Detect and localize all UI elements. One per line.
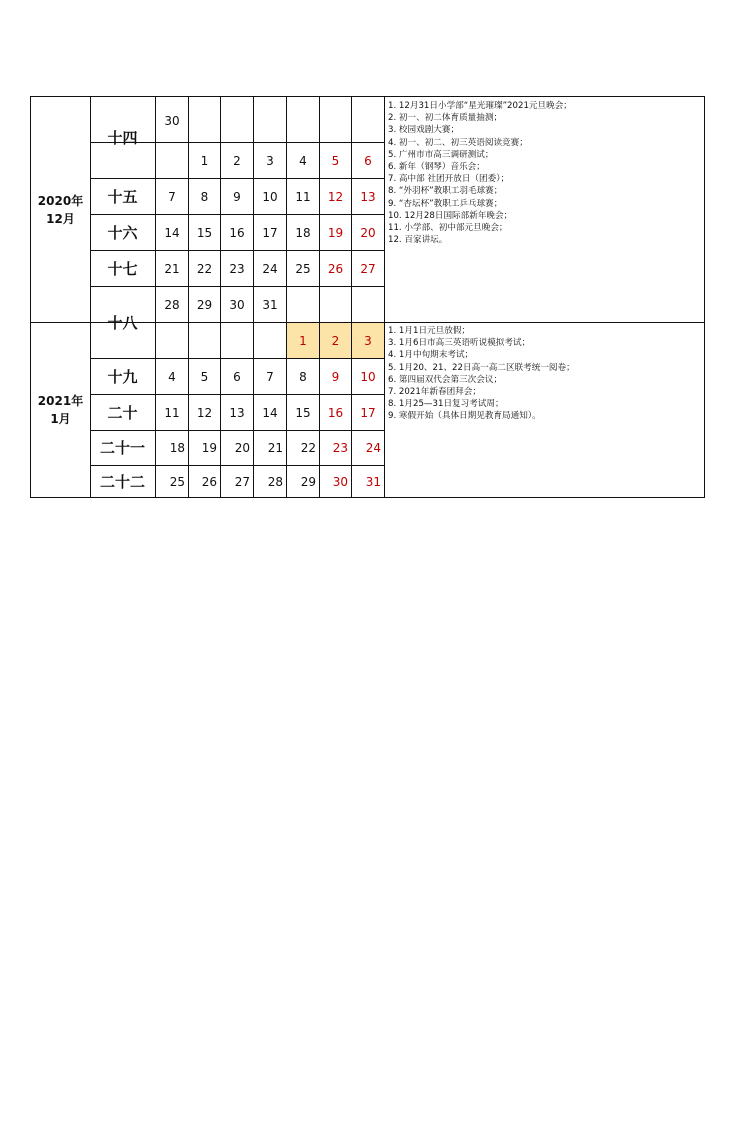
day-cell: 18 xyxy=(295,225,311,240)
day-cell: 6 xyxy=(364,153,372,168)
event-item: 5. 1月20、21、22日高一高二区联考统一阅卷； xyxy=(388,362,575,373)
day-cell: 26 xyxy=(201,475,217,489)
week-number: 二十一 xyxy=(99,439,145,457)
event-item: 3. 校园戏剧大赛； xyxy=(388,125,460,136)
day-cell: 31 xyxy=(262,297,278,312)
day-cell: 3 xyxy=(352,323,384,358)
day-cell: 31 xyxy=(365,475,381,489)
day-cell: 30 xyxy=(229,297,245,312)
day-cell: 13 xyxy=(360,189,376,204)
event-item: 6. 第四届双代会第三次会议； xyxy=(388,374,503,385)
day-cell: 5 xyxy=(200,369,209,384)
day-cell: 19 xyxy=(327,225,344,240)
day-cell: 8 xyxy=(200,189,209,204)
day-cell: 21 xyxy=(267,441,283,455)
event-item: 4. 初一、初二、初三英语阅读竞赛； xyxy=(388,137,528,148)
day-cell: 16 xyxy=(229,225,245,240)
school-calendar-table xyxy=(30,96,705,498)
event-item: 5. 广州市市高三调研测试； xyxy=(388,149,494,160)
day-cell: 24 xyxy=(262,261,278,276)
day-cell: 24 xyxy=(365,441,381,455)
month-label-jan xyxy=(31,322,90,498)
event-item: 9. “杏坛杯”教职工乒乓球赛； xyxy=(388,198,503,209)
event-item: 11. 小学部、初中部元旦晚会； xyxy=(388,223,508,234)
week-number: 十五 xyxy=(107,187,138,206)
week-number: 十七 xyxy=(107,259,138,278)
day-cell: 29 xyxy=(196,297,213,312)
day-cell: 26 xyxy=(327,261,344,276)
day-cell: 11 xyxy=(164,405,180,420)
day-cell: 27 xyxy=(360,261,376,276)
day-cell: 19 xyxy=(201,441,217,455)
day-cell: 25 xyxy=(295,261,311,276)
day-cell: 9 xyxy=(331,369,340,384)
day-cell: 28 xyxy=(267,475,283,489)
event-item: 3. 1月6日市高三英语听说模拟考试； xyxy=(388,338,531,349)
day-cell: 2 xyxy=(233,153,241,168)
event-item: 8. “外羽杯”教职工羽毛球赛； xyxy=(388,186,503,197)
day-cell: 17 xyxy=(262,225,278,240)
day-cell: 9 xyxy=(233,189,241,204)
week-number: 十六 xyxy=(107,223,138,242)
january-events-list xyxy=(385,322,705,498)
day-cell: 21 xyxy=(164,261,180,276)
day-cell: 14 xyxy=(262,405,278,420)
day-cell: 1 xyxy=(200,153,209,168)
event-item: 12. 百家讲坛。 xyxy=(388,235,448,246)
day-cell: 11 xyxy=(295,189,311,204)
day-cell: 28 xyxy=(164,297,180,312)
event-item: 9. 寒假开始（具体日期见教育局通知）。 xyxy=(388,411,541,422)
day-cell: 13 xyxy=(229,405,245,420)
day-cell: 20 xyxy=(360,225,376,240)
week-number: 二十二 xyxy=(99,473,145,491)
day-cell: 17 xyxy=(360,405,376,420)
day-cell: 29 xyxy=(300,475,316,489)
event-item: 10. 12月28日国际部新年晚会； xyxy=(388,210,513,221)
day-cell: 12 xyxy=(327,189,344,204)
day-cell: 10 xyxy=(360,369,376,384)
event-item: 7. 高中部 社团开放日（团委）； xyxy=(388,174,510,185)
december-events-list xyxy=(385,97,705,322)
day-cell: 30 xyxy=(332,475,348,489)
day-cell: 4 xyxy=(299,153,307,168)
day-cell: 5 xyxy=(331,153,340,168)
event-item: 8. 1月25—31日复习考试周； xyxy=(388,399,504,410)
day-cell: 14 xyxy=(164,225,180,240)
year-label: 2021年 xyxy=(37,394,84,408)
day-cell: 25 xyxy=(169,475,185,489)
day-cell: 10 xyxy=(262,189,278,204)
event-item: 1. 12月31日小学部“星光璀璨”2021元旦晚会； xyxy=(388,101,572,111)
day-cell: 15 xyxy=(196,225,213,240)
day-cell: 22 xyxy=(196,261,213,276)
month-label: 1月 xyxy=(50,412,71,426)
event-item: 7. 2021年新春团拜会； xyxy=(388,387,481,398)
day-cell: 12 xyxy=(196,405,213,420)
month-label-dec xyxy=(31,97,90,322)
event-item: 6. 新年（钢琴）音乐会； xyxy=(388,162,485,173)
day-cell: 18 xyxy=(169,441,185,455)
day-cell: 6 xyxy=(233,369,241,384)
event-item: 1. 1月1日元旦放假； xyxy=(388,326,471,336)
month-label: 12月 xyxy=(46,211,75,226)
day-cell: 3 xyxy=(266,153,274,168)
day-cell: 8 xyxy=(299,369,307,384)
week-number: 二十 xyxy=(107,403,138,422)
day-cell: 27 xyxy=(234,475,250,489)
day-cell: 15 xyxy=(295,405,311,420)
day-cell: 1 xyxy=(287,323,319,358)
day-cell: 2 xyxy=(320,323,351,358)
day-cell: 30 xyxy=(164,114,180,128)
week-number: 十四 xyxy=(107,129,138,147)
day-cell: 4 xyxy=(168,369,176,384)
day-cell: 7 xyxy=(168,189,176,204)
day-cell: 23 xyxy=(229,261,245,276)
day-cell: 22 xyxy=(300,441,316,455)
week-number: 十八 xyxy=(107,313,138,332)
day-cell: 7 xyxy=(266,369,274,384)
event-item: 4. 1月中旬期末考试； xyxy=(388,350,474,361)
day-cell: 16 xyxy=(327,405,344,420)
week-number: 十九 xyxy=(107,367,138,386)
year-label: 2020年 xyxy=(37,193,84,208)
event-item: 2. 初一、初二体育质量抽测； xyxy=(388,113,503,124)
day-cell: 23 xyxy=(332,441,348,455)
day-cell: 20 xyxy=(234,441,250,455)
